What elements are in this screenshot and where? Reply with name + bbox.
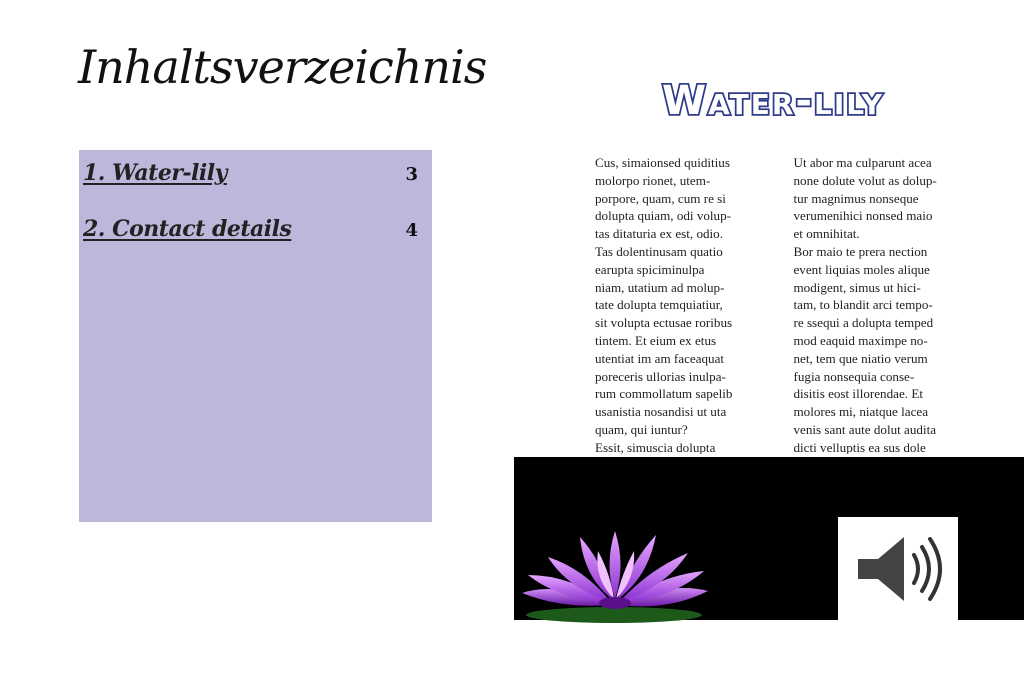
table-of-contents xyxy=(79,150,432,522)
toc-entry-label[interactable]: 2. Contact details xyxy=(83,216,292,242)
toc-entry-contact-details[interactable] xyxy=(83,216,418,250)
water-lily-flower-image xyxy=(518,531,716,623)
toc-entry-page: 4 xyxy=(405,220,418,241)
page-title xyxy=(614,74,932,126)
toc-entry-label[interactable]: 1. Water-lily xyxy=(83,160,227,186)
article-column-1: Cus, simaionsed quiditius molorpo rionet, utem- porpore, quam, cum re si dolupta quiam, odi volup- tas ditaturia ex est, odio. Tas dolentinusam quatio earupta spiciminulpa niam, utatium ad molup- tate dolupta temquiatiur, sit volupta ectusae roribus tintem. Et eium ex etus utentiat im am faceaquat poreceris ullorias inulpa- rum commollatum sapelib usanistia nosandisi ut uta quam, qui iuntur? Essit, simuscia dolupta xyxy=(595,155,733,454)
article-body xyxy=(595,154,955,454)
article-column-2: Ut abor ma culparunt acea none dolute volut as dolup- tur magnimus nonseque verumenihici nonsed maio et omnihitat. Bor maio te prera nection event liquias moles alique modigent, simus ut hici- tam, to blandit arci tempo- re ssequi a dolupta temped mod eaquid maximpe no- net, tem que niatio verum fugia nonsequia conse- disitis eost illorendae. Et molores mi, niatque lacea venis sant aute dolut audita dicti velluptis ea sus dole xyxy=(793,155,937,454)
toc-heading: Inhaltsverzeichnis xyxy=(78,40,487,94)
page-title-text: Water-lily xyxy=(661,78,885,124)
audio-play-button[interactable] xyxy=(838,517,958,621)
toc-entry-water-lily[interactable] xyxy=(83,160,418,194)
media-band xyxy=(514,457,1024,620)
speaker-icon xyxy=(838,517,958,621)
toc-entry-page: 3 xyxy=(405,164,418,185)
